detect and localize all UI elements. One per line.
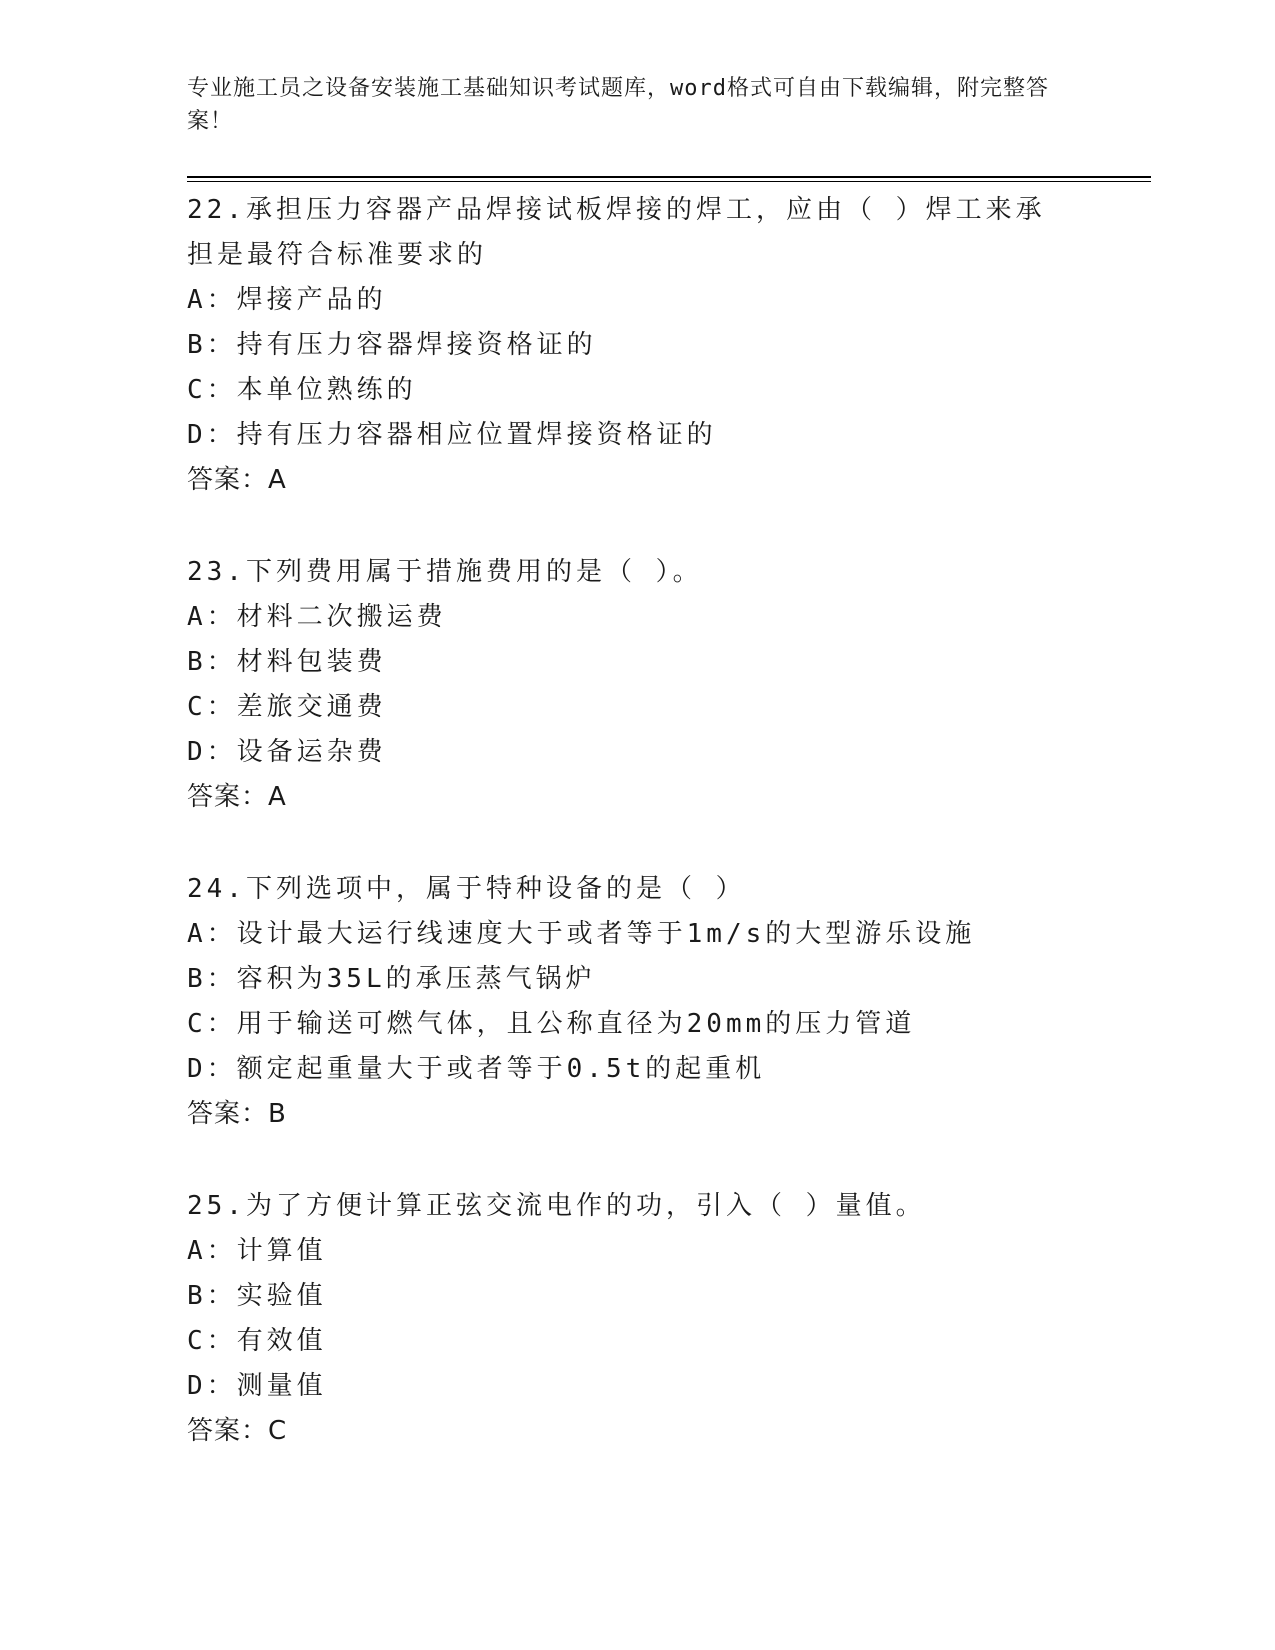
option-b: B：容积为35L的承压蒸气锅炉 [187, 964, 596, 994]
option-b: B：持有压力容器焊接资格证的 [187, 330, 597, 360]
question-stem: 24.下列选项中，属于特种设备的是（ ） [187, 874, 746, 904]
question-stem: 22.承担压力容器产品焊接试板焊接的焊工，应由（ ）焊工来承担是最符合标准要求的 [187, 195, 1046, 270]
option-a: A：焊接产品的 [187, 285, 387, 315]
document-header: 专业施工员之设备安装施工基础知识考试题库，word格式可自由下载编辑，附完整答案！ [187, 76, 1049, 134]
option-c: C：有效值 [187, 1326, 327, 1356]
question-stem: 25.为了方便计算正弦交流电作的功，引入（ ）量值。 [187, 1191, 926, 1221]
option-d: D：额定起重量大于或者等于0.5t的起重机 [187, 1054, 766, 1084]
option-a: A：设计最大运行线速度大于或者等于1m/s的大型游乐设施 [187, 919, 976, 949]
question-stem: 23.下列费用属于措施费用的是（ ）。 [187, 557, 703, 587]
option-c: C：差旅交通费 [187, 692, 387, 722]
question-25 [187, 1184, 1087, 1454]
answer: 答案：B [187, 1099, 287, 1129]
question-22 [187, 188, 1087, 503]
option-d: D：测量值 [187, 1371, 327, 1401]
option-c: C：本单位熟练的 [187, 375, 417, 405]
option-a: A：材料二次搬运费 [187, 602, 447, 632]
header-divider-thin [187, 181, 1151, 182]
option-d: D：设备运杂费 [187, 737, 387, 767]
question-23 [187, 550, 1087, 820]
answer: 答案：C [187, 1416, 288, 1446]
option-d: D：持有压力容器相应位置焊接资格证的 [187, 420, 717, 450]
answer: 答案：A [187, 782, 287, 812]
question-24 [187, 867, 1087, 1137]
header-divider-thick [187, 176, 1151, 178]
option-b: B：材料包装费 [187, 647, 387, 677]
answer: 答案：A [187, 465, 287, 495]
question-list [187, 188, 1087, 1501]
option-c: C：用于输送可燃气体，且公称直径为20mm的压力管道 [187, 1009, 916, 1039]
option-a: A：计算值 [187, 1236, 327, 1266]
option-b: B：实验值 [187, 1281, 327, 1311]
